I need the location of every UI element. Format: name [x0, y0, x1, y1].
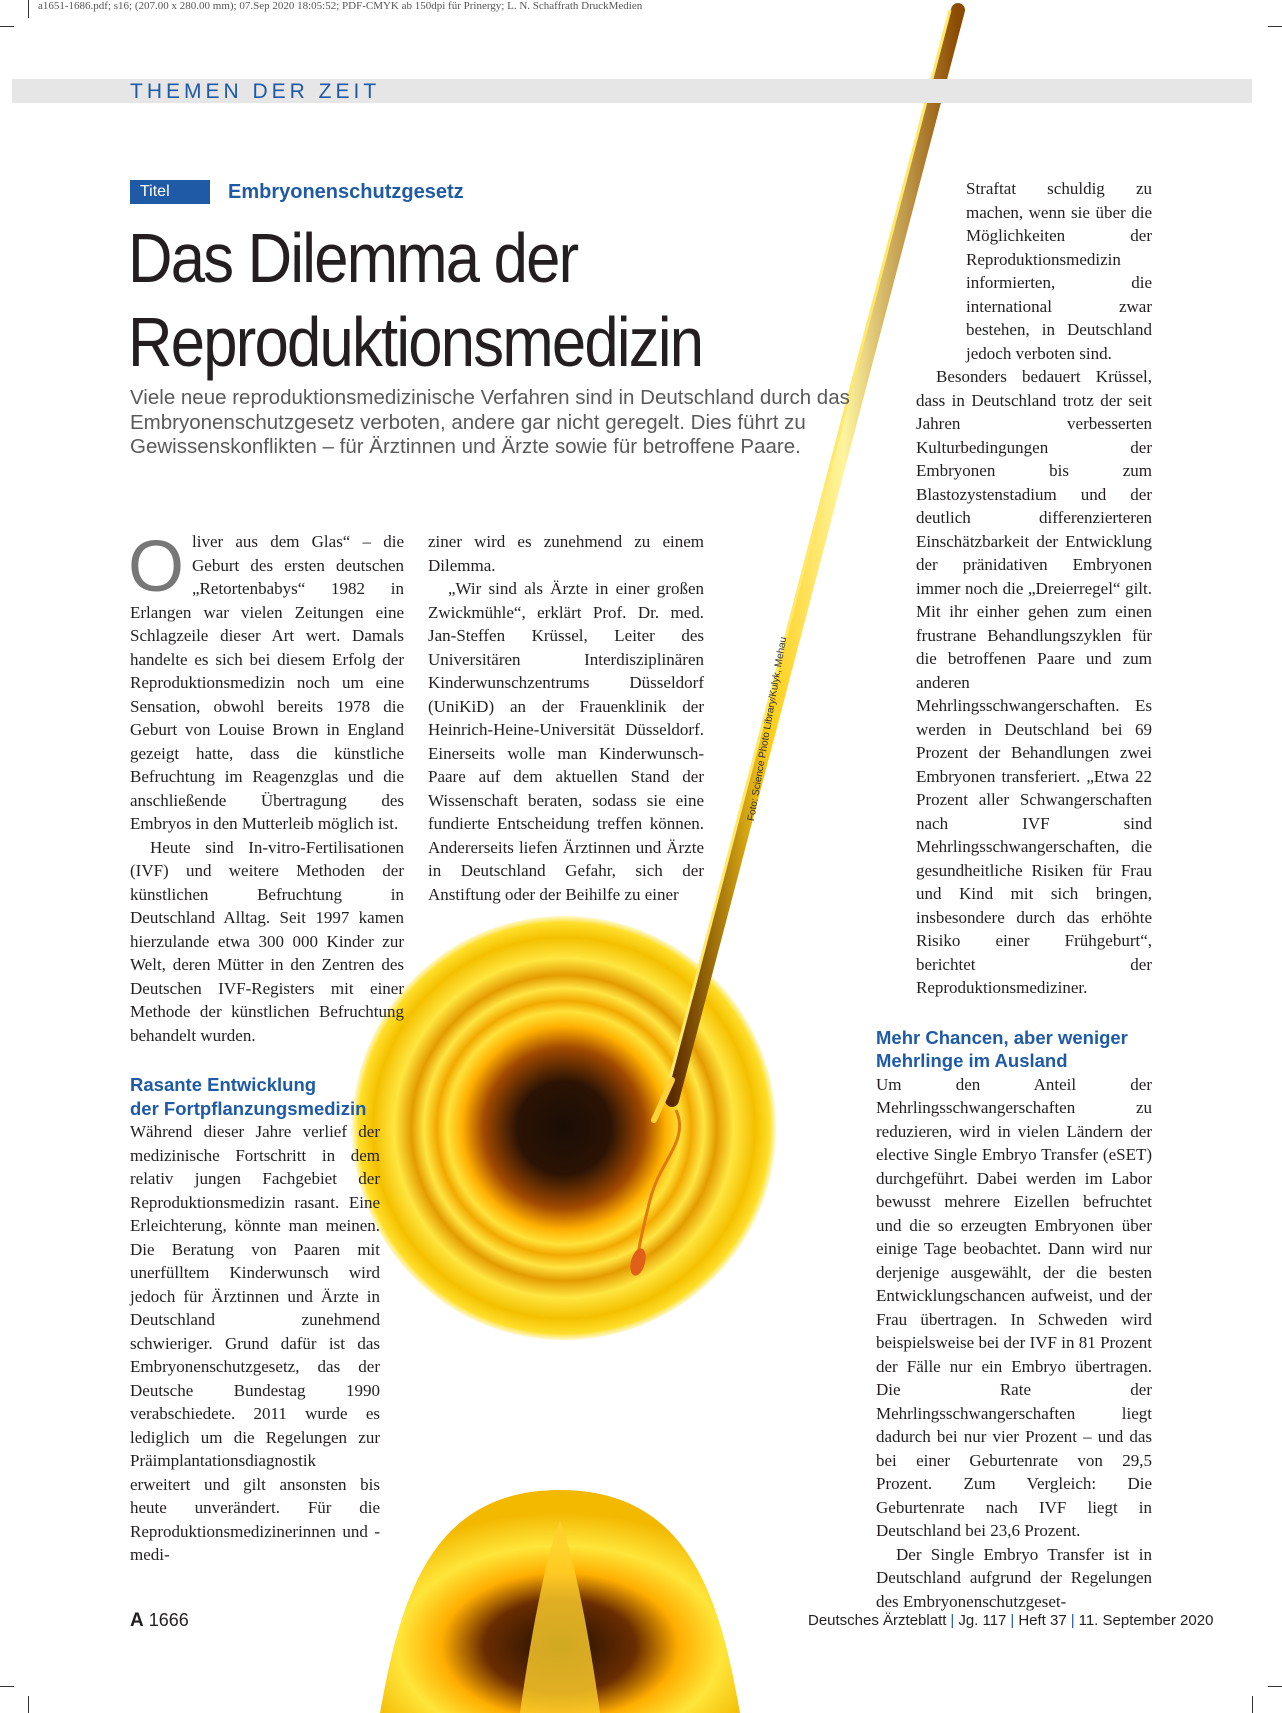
page-number — [130, 1610, 189, 1632]
paragraph: Während dieser Jahre verlief der medizinische Fortschritt in dem relativ jungen Fachgebiet der Reproduktionsmedizin rasant. Eine Erleichterung, könnte man meinen. Die Beratung von Paaren mit unerfülltem Kinderwunsch wird jedoch für Ärztinnen und Ärzte in Deutschland zunehmend schwieriger. Grund dafür ist das Embryonenschutzgesetz, das der Deutsche Bundestag 1990 verabschiedete. 2011 wurde es lediglich um die Regelungen zur Präimplantationsdiagnostik erweitert und gilt ansonsten bis heute unverändert. Für die Reproduktionsmedizinerinnen und -medi- — [130, 1122, 380, 1564]
paragraph: Straftat schuldig zu machen, wenn sie über die Möglichkeiten der Reproduktionsmedizin informierten, die international zwar bestehen, in Deutschland jedoch verboten sind. — [966, 179, 1152, 363]
article-lede: Viele neue reproduktionsmedizinische Verfahren sind in Deutschland durch das Embryonenschutzgesetz verboten, andere gar nicht geregelt. Dies führt zu Gewissenskonflikten – für Ärztinnen und Ärzte sowie für betroffene Paare. — [130, 386, 850, 458]
drop-cap: O — [128, 527, 185, 607]
paragraph: Um den Anteil der Mehrlingsschwangerschaften zu reduzieren, wird in vielen Ländern der elective Single Embryo Transfer (eSET) durchgeführt. Dabei werden im Labor bewusst mehrere Eizellen befruchtet und die so erzeugten Embryonen über einige Tage beobachtet. Dann wird nur derjenige ausgewählt, der die besten Entwicklungschancen aufweist, und der Frau übertragen. In Schweden wird beispielsweise bei der IVF in 81 Prozent der Fälle nur ein Embryo übertragen. Die Rate der Mehrlingsschwangerschaften liegt dadurch bei nur vier Prozent – und das bei einer Geburtenrate von 29,5 Prozent. Zum Vergleich: Die Geburtenrate nach IVF liegt in Deutschland bei 23,6 Prozent. — [876, 1074, 1152, 1540]
paragraph: ziner wird es zunehmend zu einem Dilemma. — [428, 532, 704, 575]
subheading-line: Rasante Entwicklung — [130, 1074, 317, 1095]
paragraph: Der Single Embryo Transfer ist in Deutschland aufgrund der Regelungen des Embryonenschutzgeset- — [876, 1544, 1152, 1611]
paragraph — [128, 527, 404, 836]
subheading — [130, 1073, 404, 1120]
page-prefix: A — [130, 1610, 144, 1631]
headline-line: Das Dilemma der — [128, 219, 578, 297]
subheading-line: Mehrlinge im Ausland — [876, 1050, 1068, 1071]
subheading — [876, 1026, 1152, 1073]
print-info-line: a1651-1686.pdf; s16; (207.00 x 280.00 mm); 07.Sep 2020 18:05:52; PDF-CMYK ab 150dpi für Prinergy; L. N. Schaffrath DruckMedien — [38, 0, 643, 12]
journal-issue: Heft 37 — [1018, 1612, 1067, 1629]
page-number-value: 1666 — [148, 1610, 189, 1630]
text-column-1 — [128, 527, 404, 1567]
subheading-line: der Fortpflanzungsmedizin — [130, 1097, 367, 1119]
category-tag: Titel — [130, 180, 210, 204]
journal-name: Deutsches Ärzteblatt — [808, 1612, 947, 1629]
journal-footer: Deutsches Ärzteblatt | Jg. 117 | Heft 37 | 11. September 2020 — [808, 1612, 1214, 1629]
paragraph: Heute sind In-vitro-Fertilisationen (IVF) und weitere Methoden der künstlichen Befruchtung in Deutschland Alltag. Seit 1997 kamen hierzulande etwa 300 000 Kinder zur Welt, deren Mütter in den Zentren des Deutschen IVF-Registers mit einer Methode der künstlichen Befruchtung behandelt wurden. — [130, 837, 404, 1045]
article-headline — [128, 216, 702, 384]
text-column-3 — [876, 177, 1152, 1613]
headline-line: Reproduktionsmedizin — [128, 303, 703, 381]
paragraph: Besonders bedauert Krüssel, dass in Deutschland trotz der seit Jahren verbesserten Kulturbedingungen der Embryonen bis zum Blastozystenstadium und der deutlich differenzierteren Einschätzbarkeit der Entwicklung der pränidativen Embryonen immer noch die „Dreierregel“ gilt. Mit ihr einher gehen zum einen frustrane Behandlungszyklen für die betroffenen Paare und zum anderen Mehrlingsschwangerschaften. Es werden in Deutschland bei 69 Prozent der Behandlungen zwei Embryonen transferiert. „Etwa 22 Prozent aller Schwangerschaften nach IVF sind Mehrlingsschwangerschaften, die gesundheitliche Risiken für Frau und Kind mit sich bringen, insbesondere durch das erhöhte Risiko einer Frühgeburt“, berichtet der Reproduktionsmediziner. — [916, 367, 1152, 997]
paragraph: „Wir sind als Ärzte in einer großen Zwickmühle“, erklärt Prof. Dr. med. Jan-Steffen Krüssel, Leiter des Universitären Interdisziplinären Kinderwunschzentrums Düsseldorf (UniKiD) an der Frauenklinik der Heinrich-Heine-Universität Düsseldorf. Einerseits wolle man Kinderwunsch-Paare auf dem aktuellen Stand der Wissenschaft beraten, sodass sie eine fundierte Entscheidung treffen können. Andererseits liefen Ärztinnen und Ärzte in Deutschland Gefahr, sich der Anstiftung oder der Beihilfe zu einer — [428, 579, 704, 904]
paragraph-text: liver aus dem Glas“ – die Geburt des ersten deutschen „Retortenbabys“ 1982 in Erlangen war vielen Zeitungen eine Schlagzeile dieser Art wert. Damals handelte es sich bei diesem Erfolg der Reproduktionsmedizin noch um eine Sensation, obwohl bereits 1978 die Geburt von Louise Brown in England gezeigt hatte, dass die künstliche Befruchtung im Reagenzglas und die anschließende Übertragung des Embryos in den Mutterleib möglich ist. — [130, 532, 404, 833]
journal-volume: Jg. 117 — [958, 1612, 1007, 1629]
subheading-line: Mehr Chancen, aber weniger — [876, 1026, 1128, 1048]
photo-credit: Foto: Science Photo Library/Kulyk, Mehau — [746, 636, 790, 822]
journal-date: 11. September 2020 — [1078, 1612, 1214, 1629]
article-kicker: Embryonenschutzgesetz — [228, 181, 464, 203]
text-column-2 — [428, 530, 704, 906]
section-label: THEMEN DER ZEIT — [130, 80, 381, 103]
